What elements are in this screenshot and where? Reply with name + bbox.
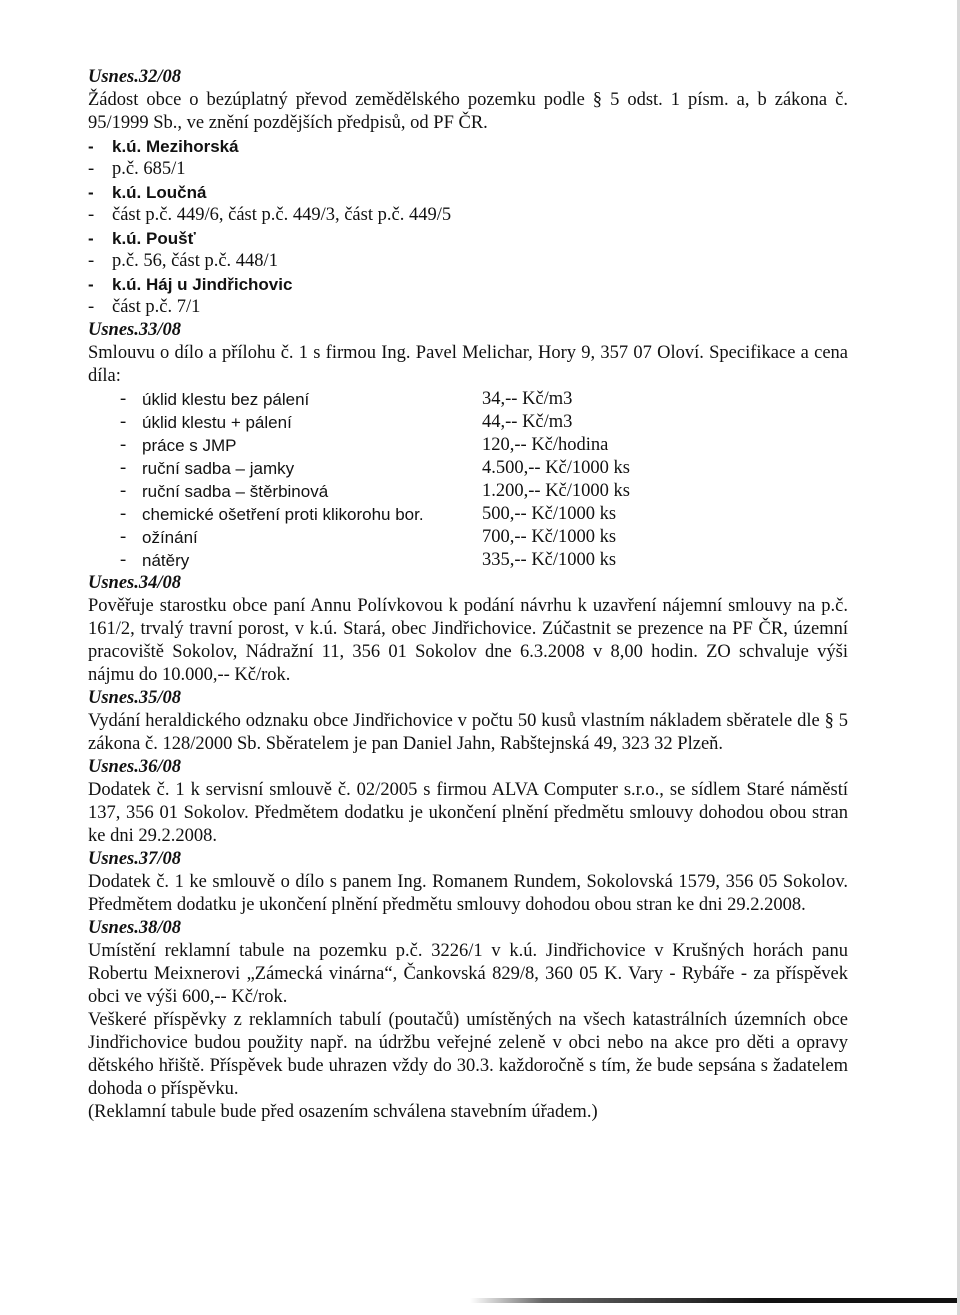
price-value: 120,-- Kč/hodina xyxy=(482,435,609,455)
resolution-text: Dodatek č. 1 k servisní smlouvě č. 02/2005 s firmou ALVA Computer s.r.o., se sídlem Staré náměstí 137, 356 01 Sokolov. Předmětem dodatku je ukončení plnění předmětu smlouvy dohodou obou stran ke dni 29.2.2008. xyxy=(88,780,848,846)
price-list xyxy=(88,388,848,572)
cadastral-area: - k.ú. Poušť xyxy=(88,227,848,250)
resolution-38 xyxy=(88,917,848,1124)
resolution-text: Žádost obce o bezúplatný převod zemědělského pozemku podle § 5 odst. 1 písm. a, b zákona č. 95/1999 Sb., ve znění pozdějších předpisů, od PF ČR. xyxy=(88,90,848,133)
price-value: 700,-- Kč/1000 ks xyxy=(482,527,617,547)
resolution-37 xyxy=(88,848,848,917)
price-row xyxy=(120,503,848,526)
resolution-34 xyxy=(88,572,848,687)
resolution-36 xyxy=(88,756,848,848)
price-item: - ruční sadba – jamky xyxy=(142,459,295,478)
resolution-text: Dodatek č. 1 ke smlouvě o dílo s panem Ing. Romanem Rundem, Sokolovská 1579, 356 05 Sokolov. Předmětem dodatku je ukončení plnění předmětu smlouvy dohodou obou stran ke dni 29.2.2008. xyxy=(88,872,848,915)
resolution-text: Pověřuje starostku obce paní Annu Polívkovou k podání návrhu k uzavření nájemní smlouvy na p.č. 161/2, trvalý travní porost, v k.ú. Stará, obec Jindřichovice. Zúčastnit se prezence na PF ČR, územní pracoviště Sokolov, Nádražní 11, 356 01 Sokolov dne 6.3.2008 v 8,00 hodin. ZO schvaluje výši nájmu do 10.000,-- Kč/rok. xyxy=(88,596,848,685)
parcel-list xyxy=(88,135,848,319)
resolution-text: Smlouvu o dílo a přílohu č. 1 s firmou Ing. Pavel Melichar, Hory 9, 357 07 Oloví. Specifikace a cena díla: xyxy=(88,343,848,386)
price-item: - ožínání xyxy=(142,528,198,547)
price-value: 4.500,-- Kč/1000 ks xyxy=(482,458,630,478)
scan-artifact-line xyxy=(470,1298,960,1303)
price-row xyxy=(120,549,848,572)
parcel-item: - část p.č. 7/1 xyxy=(88,296,848,319)
resolution-text: Umístění reklamní tabule na pozemku p.č. 3226/1 v k.ú. Jindřichovice v Krušných horách panu Robertu Meixnerovi „Zámecká vinárna“, Čankovská 829/8, 360 05 K. Vary - Rybáře - za příspěvek obci ve výši 600,-- Kč/rok. xyxy=(88,941,848,1007)
price-value: 44,-- Kč/m3 xyxy=(482,412,573,432)
price-row xyxy=(120,388,848,411)
price-row xyxy=(120,457,848,480)
resolution-text: Vydání heraldického odznaku obce Jindřichovice v počtu 50 kusů vlastním nákladem sběratele dle § 5 zákona č. 128/2000 Sb. Sběratelem je pan Daniel Jahn, Rabštejnská 49, 323 32 Plzeň. xyxy=(88,711,848,754)
parcel-item: - část p.č. 449/6, část p.č. 449/3, část p.č. 449/5 xyxy=(88,204,848,227)
price-value: 500,-- Kč/1000 ks xyxy=(482,504,617,524)
resolution-title: Usnes.34/08 xyxy=(88,573,182,593)
resolution-title: Usnes.38/08 xyxy=(88,918,182,938)
resolution-35 xyxy=(88,687,848,756)
price-value: 335,-- Kč/1000 ks xyxy=(482,550,617,570)
price-item: - úklid klestu bez pálení xyxy=(142,390,310,409)
price-item: - ruční sadba – štěrbinová xyxy=(142,482,329,501)
resolution-title: Usnes.33/08 xyxy=(88,320,182,340)
parcel-item: - p.č. 685/1 xyxy=(88,158,848,181)
resolution-title: Usnes.32/08 xyxy=(88,67,182,87)
cadastral-area: - k.ú. Loučná xyxy=(88,181,848,204)
resolution-title: Usnes.37/08 xyxy=(88,849,182,869)
resolution-33 xyxy=(88,319,848,572)
price-value: 1.200,-- Kč/1000 ks xyxy=(482,481,630,501)
cadastral-area: - k.ú. Háj u Jindřichovic xyxy=(88,273,848,296)
resolution-text-2: Veškeré příspěvky z reklamních tabulí (poutačů) umístěných na všech katastrálních územních obce Jindřichovice budou použity např. na údržbu veřejné zeleně v obci nebo na akce pro děti a opravy dětského hřiště. Příspěvek bude uhrazen vždy do 30.3. každoročně s tím, že bude sepsána s žadatelem dohoda o příspěvku. xyxy=(88,1010,848,1099)
resolution-32 xyxy=(88,66,848,319)
price-row xyxy=(120,434,848,457)
resolution-note: (Reklamní tabule bude před osazením schválena stavebním úřadem.) xyxy=(88,1102,598,1122)
price-item: - chemické ošetření proti klikorohu bor. xyxy=(142,505,424,524)
price-value: 34,-- Kč/m3 xyxy=(482,389,573,409)
price-row xyxy=(120,480,848,503)
price-item: - nátěry xyxy=(142,551,190,570)
resolution-title: Usnes.35/08 xyxy=(88,688,182,708)
resolution-title: Usnes.36/08 xyxy=(88,757,182,777)
price-item: - úklid klestu + pálení xyxy=(142,413,292,432)
document-body xyxy=(88,66,848,1124)
price-item: - práce s JMP xyxy=(142,436,237,455)
price-row xyxy=(120,411,848,434)
parcel-item: - p.č. 56, část p.č. 448/1 xyxy=(88,250,848,273)
price-row xyxy=(120,526,848,549)
cadastral-area: - k.ú. Mezihorská xyxy=(88,135,848,158)
